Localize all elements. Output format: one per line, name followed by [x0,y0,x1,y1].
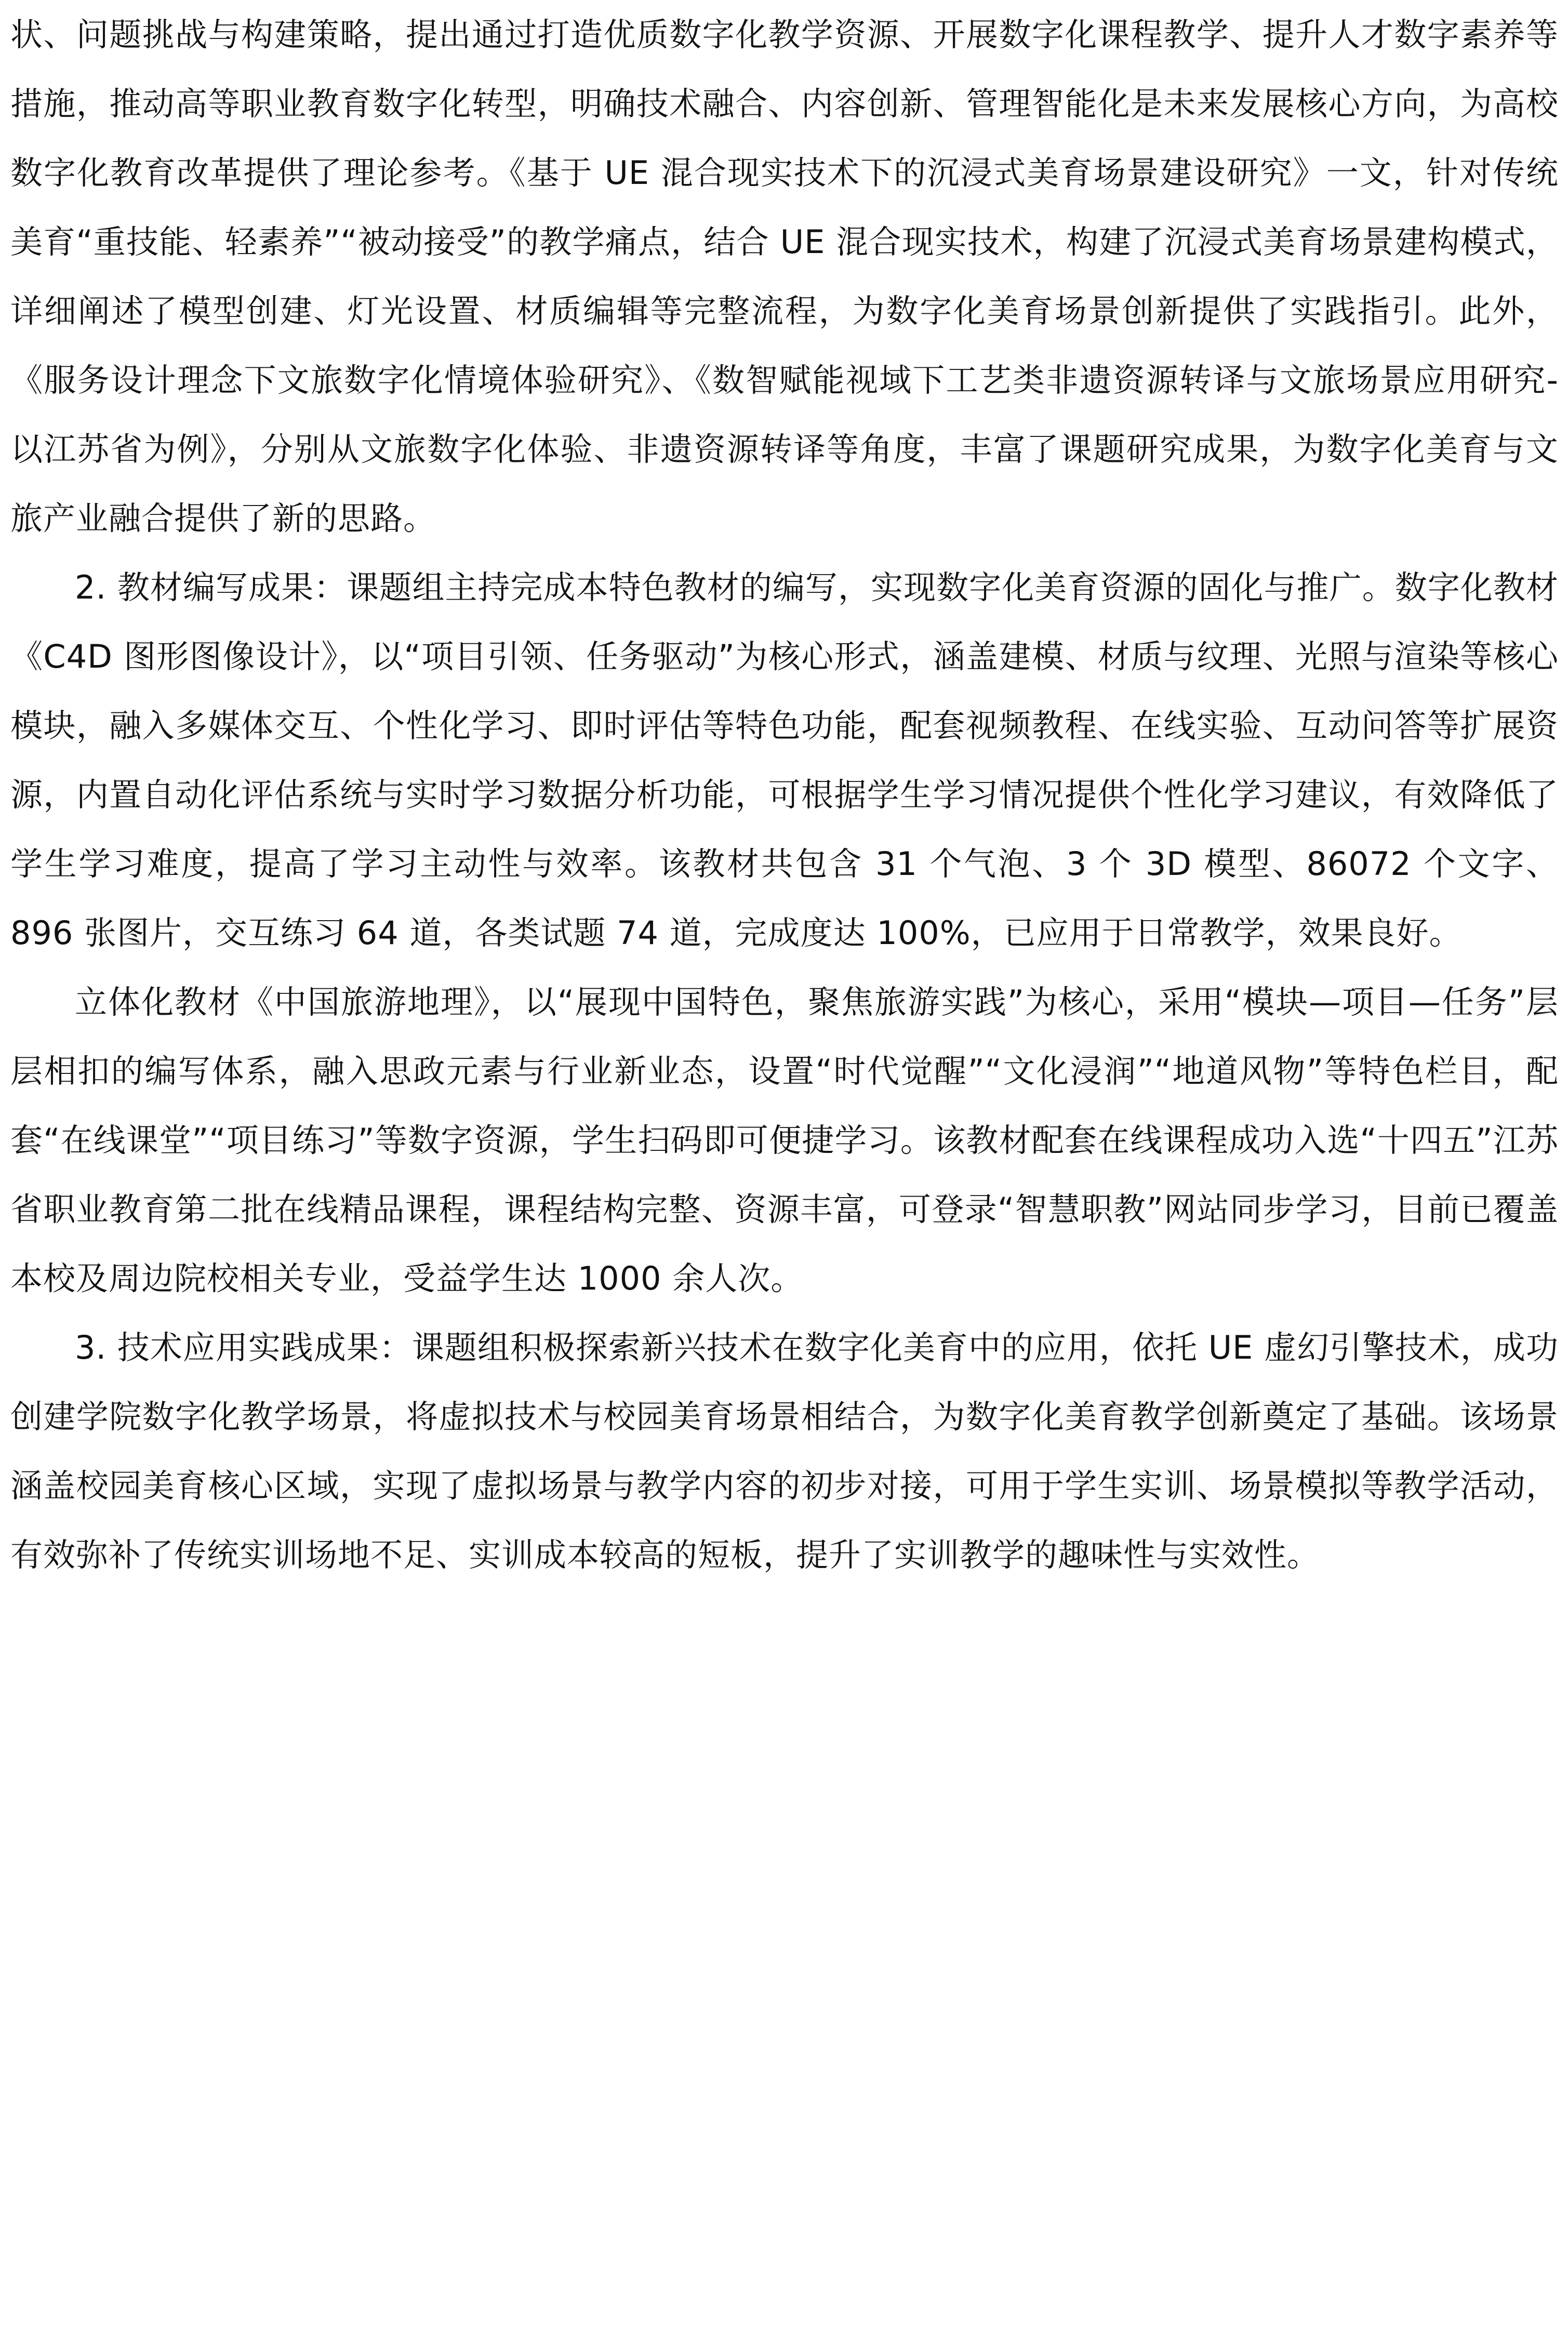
paragraph-textbook-results: 2. 教材编写成果：课题组主持完成本特色教材的编写，实现数字化美育资源的固化与推广。数字化教材《C4D 图形图像设计》，以“项目引领、任务驱动”为核心形式，涵盖建模、材质与纹理、光照与渲染等核心模块，融入多媒体交互、个性化学习、即时评估等特色功能，配套视频教程、在线实验、互动问答等扩展资源，内置自动化评估系统与实时学习数据分析功能，可根据学生学习情况提供个性化学习建议，有效降低了学生学习难度，提高了学习主动性与效率。该教材共包含 31 个气泡、3 个 3D 模型、86072 个文字、896 张图片，交互练习 64 道，各类试题 74 道，完成度达 100%，已应用于日常教学，效果良好。 [10,568,1559,952]
paragraph-research-results-continued: 状、问题挑战与构建策略，提出通过打造优质数字化教学资源、开展数字化课程教学、提升人才数字素养等措施，推动高等职业教育数字化转型，明确技术融合、内容创新、管理智能化是未来发展核心方向，为高校数字化教育改革提供了理论参考。《基于 UE 混合现实技术下的沉浸式美育场景建设研究》一文，针对传统美育“重技能、轻素养”“被动接受”的教学痛点，结合 UE 混合现实技术，构建了沉浸式美育场景建构模式，详细阐述了模型创建、灯光设置、材质编辑等完整流程，为数字化美育场景创新提供了实践指引。此外，《服务设计理念下文旅数字化情境体验研究》、《数智赋能视域下工艺类非遗资源转译与文旅场景应用研究-以江苏省为例》，分别从文旅数字化体验、非遗资源转译等角度，丰富了课题研究成果，为数字化美育与文旅产业融合提供了新的思路。 [10,16,1559,537]
document-page [10,0,1559,2337]
paragraph-tourism-geography-textbook: 立体化教材《中国旅游地理》，以“展现中国特色，聚焦旅游实践”为核心，采用“模块—项目—任务”层层相扣的编写体系，融入思政元素与行业新业态，设置“时代觉醒”“文化浸润”“地道风物”等特色栏目，配套“在线课堂”“项目练习”等数字资源，学生扫码即可便捷学习。该教材配套在线课程成功入选“十四五”江苏省职业教育第二批在线精品课程，课程结构完整、资源丰富，可登录“智慧职教”网站同步学习，目前已覆盖本校及周边院校相关专业，受益学生达 1000 余人次。 [10,983,1559,1297]
paragraph-technology-application-results: 3. 技术应用实践成果：课题组积极探索新兴技术在数字化美育中的应用，依托 UE 虚幻引擎技术，成功创建学院数字化教学场景，将虚拟技术与校园美育场景相结合，为数字化美育教学创新奠定了基础。该场景涵盖校园美育核心区域，实现了虚拟场景与教学内容的初步对接，可用于学生实训、场景模拟等教学活动，有效弥补了传统实训场地不足、实训成本较高的短板，提升了实训教学的趣味性与实效性。 [10,1329,1559,1574]
